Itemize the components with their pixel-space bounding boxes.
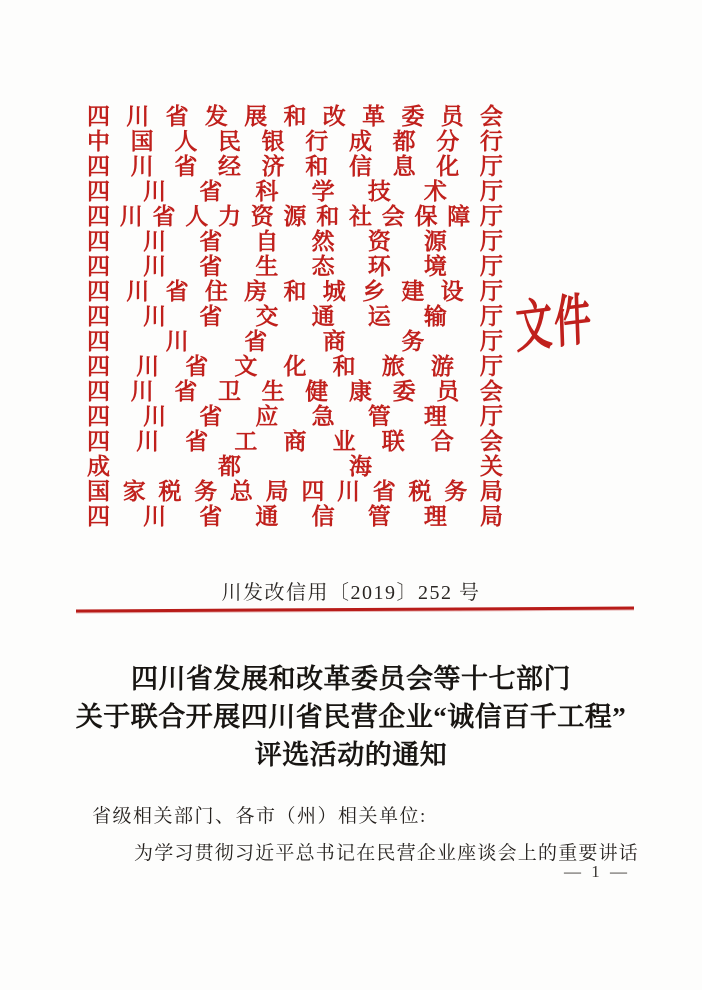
issuer-row: 国 家 税 务 总 局 四 川 省 税 务 局 [87, 479, 503, 504]
issuer-row: 四 川 省 人 力 资 源 和 社 会 保 障 厅 [87, 204, 503, 229]
doc-type-stamp: 文件 [514, 288, 594, 361]
issuer-row: 四 川 省 经 济 和 信 息 化 厅 [87, 154, 503, 179]
issuer-row: 四 川 省 卫 生 健 康 委 员 会 [87, 379, 503, 404]
issuer-block [87, 104, 503, 529]
issuer-row: 四 川 省 工 商 业 联 合 会 [87, 429, 503, 454]
title-line-3: 评选活动的通知 [254, 740, 448, 770]
doc-number: 川发改信用〔2019〕252 号 [221, 582, 481, 604]
issuer-row: 四 川 省 应 急 管 理 厅 [87, 404, 503, 429]
body-paragraph: 为学习贯彻习近平总书记在民营企业座谈会上的重要讲话 [134, 843, 640, 864]
page-number: — 1 — [564, 862, 630, 881]
issuer-row: 四 川 省 住 房 和 城 乡 建 设 厅 [87, 279, 503, 304]
issuer-row: 四 川 省 文 化 和 旅 游 厅 [87, 354, 503, 379]
issuer-row: 四 川 省 商 务 厅 [87, 329, 503, 354]
red-divider-line [76, 607, 634, 613]
title-line-2: 关于联合开展四川省民营企业“诚信百千工程” [75, 702, 627, 732]
issuer-row: 四 川 省 生 态 环 境 厅 [87, 254, 503, 279]
salutation: 省级相关部门、各市（州）相关单位: [92, 806, 427, 827]
issuer-row: 四 川 省 通 信 管 理 局 [87, 504, 503, 529]
issuer-row: 四 川 省 自 然 资 源 厅 [87, 229, 503, 254]
issuer-row: 四 川 省 交 通 运 输 厅 [87, 304, 503, 329]
issuer-row: 四 川 省 科 学 技 术 厅 [87, 179, 503, 204]
issuer-row: 四 川 省 发 展 和 改 革 委 员 会 [87, 104, 503, 129]
issuer-row: 成 都 海 关 [87, 454, 503, 479]
title-line-1: 四川省发展和改革委员会等十七部门 [131, 664, 571, 694]
issuer-row: 中 国 人 民 银 行 成 都 分 行 [87, 129, 503, 154]
document-title [0, 660, 702, 774]
